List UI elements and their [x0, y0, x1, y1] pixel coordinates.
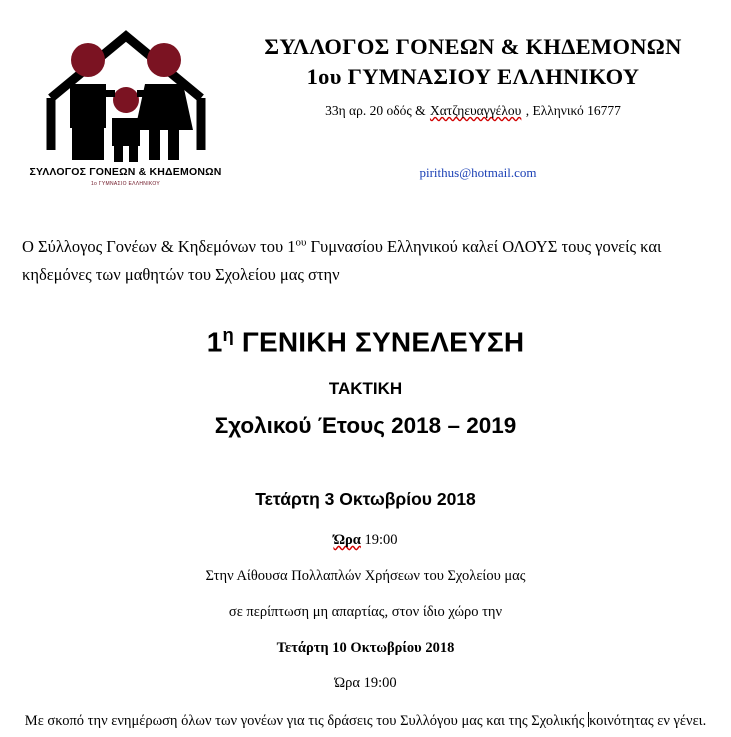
purpose-line: [22, 712, 709, 730]
org-email[interactable]: pirithus@hotmail.com: [419, 165, 537, 181]
purpose-text-part2: κοινότητας εν γένει.: [589, 713, 707, 730]
quorum-note: σε περίπτωση μη απαρτίας, στον ίδιο χώρο την: [228, 604, 503, 621]
purpose-text-part1: Με σκοπό την ενημέρωση όλων των γονέων για τις δράσεις του Συλλόγου μας και της Σχολικής: [24, 713, 589, 730]
organization-heading: [233, 12, 713, 181]
main-heading-number: 1: [206, 326, 223, 358]
time2-label: Ώρα: [334, 675, 360, 692]
intro-text-part2: Γυμνασίου Ελληνικού καλεί ΟΛΟΥΣ τους γονείς και κηδεμόνες των μαθητών του Σχολείου μας στην: [22, 237, 662, 285]
address-street-misspelled: Χατζηευαγγέλου: [429, 103, 522, 119]
secondary-date: Τετάρτη 10 Οκτωβρίου 2018: [276, 640, 455, 657]
main-heading: [22, 324, 709, 358]
intro-paragraph: [22, 233, 709, 290]
main-heading-text: ΓΕΝΙΚΗ ΣΥΝΕΛΕΥΣΗ: [233, 326, 525, 358]
document-header: [0, 0, 731, 187]
primary-time: [22, 532, 709, 549]
logo-block: [18, 12, 233, 187]
org-title-line2: 1ου ΓΥΜΝΑΣΙΟΥ ΕΛΛΗΝΙΚΟΥ: [306, 63, 640, 89]
time2-value: 19:00: [363, 675, 397, 692]
org-address: [233, 102, 713, 121]
subheading-type: ΤΑΚΤΙΚΗ: [328, 379, 403, 399]
subheading-school-year: Σχολικού Έτους 2018 – 2019: [214, 413, 517, 439]
address-suffix: , Ελληνικό 16777: [522, 103, 621, 119]
primary-date: Τετάρτη 3 Οκτωβρίου 2018: [255, 489, 476, 510]
family-house-logo-icon: [31, 18, 221, 168]
time-value: 19:00: [364, 532, 398, 549]
logo-subcaption: 1ο ΓΥΜΝΑΣΙΟ ΕΛΛΗΝΙΚΟΥ: [90, 181, 161, 187]
secondary-time: [22, 675, 709, 692]
main-heading-superscript: η: [222, 323, 234, 345]
org-title-line1: ΣΥΛΛΟΓΟΣ ΓΟΝΕΩΝ & ΚΗΔΕΜΟΝΩΝ: [264, 34, 682, 59]
intro-ordinal-superscript: ου: [295, 236, 307, 249]
address-prefix: 33η αρ. 20 οδός &: [325, 103, 429, 119]
venue-line: Στην Αίθουσα Πολλαπλών Χρήσεων του Σχολείου μας: [205, 568, 526, 585]
logo-caption: ΣΥΛΛΟΓΟΣ ΓΟΝΕΩΝ & ΚΗΔΕΜΟΝΩΝ: [29, 166, 222, 178]
document-body: [0, 233, 731, 730]
time-label: Ώρα: [333, 532, 361, 549]
intro-text-part1: Ο Σύλλογος Γονέων & Κηδεμόνων του 1: [22, 237, 296, 256]
